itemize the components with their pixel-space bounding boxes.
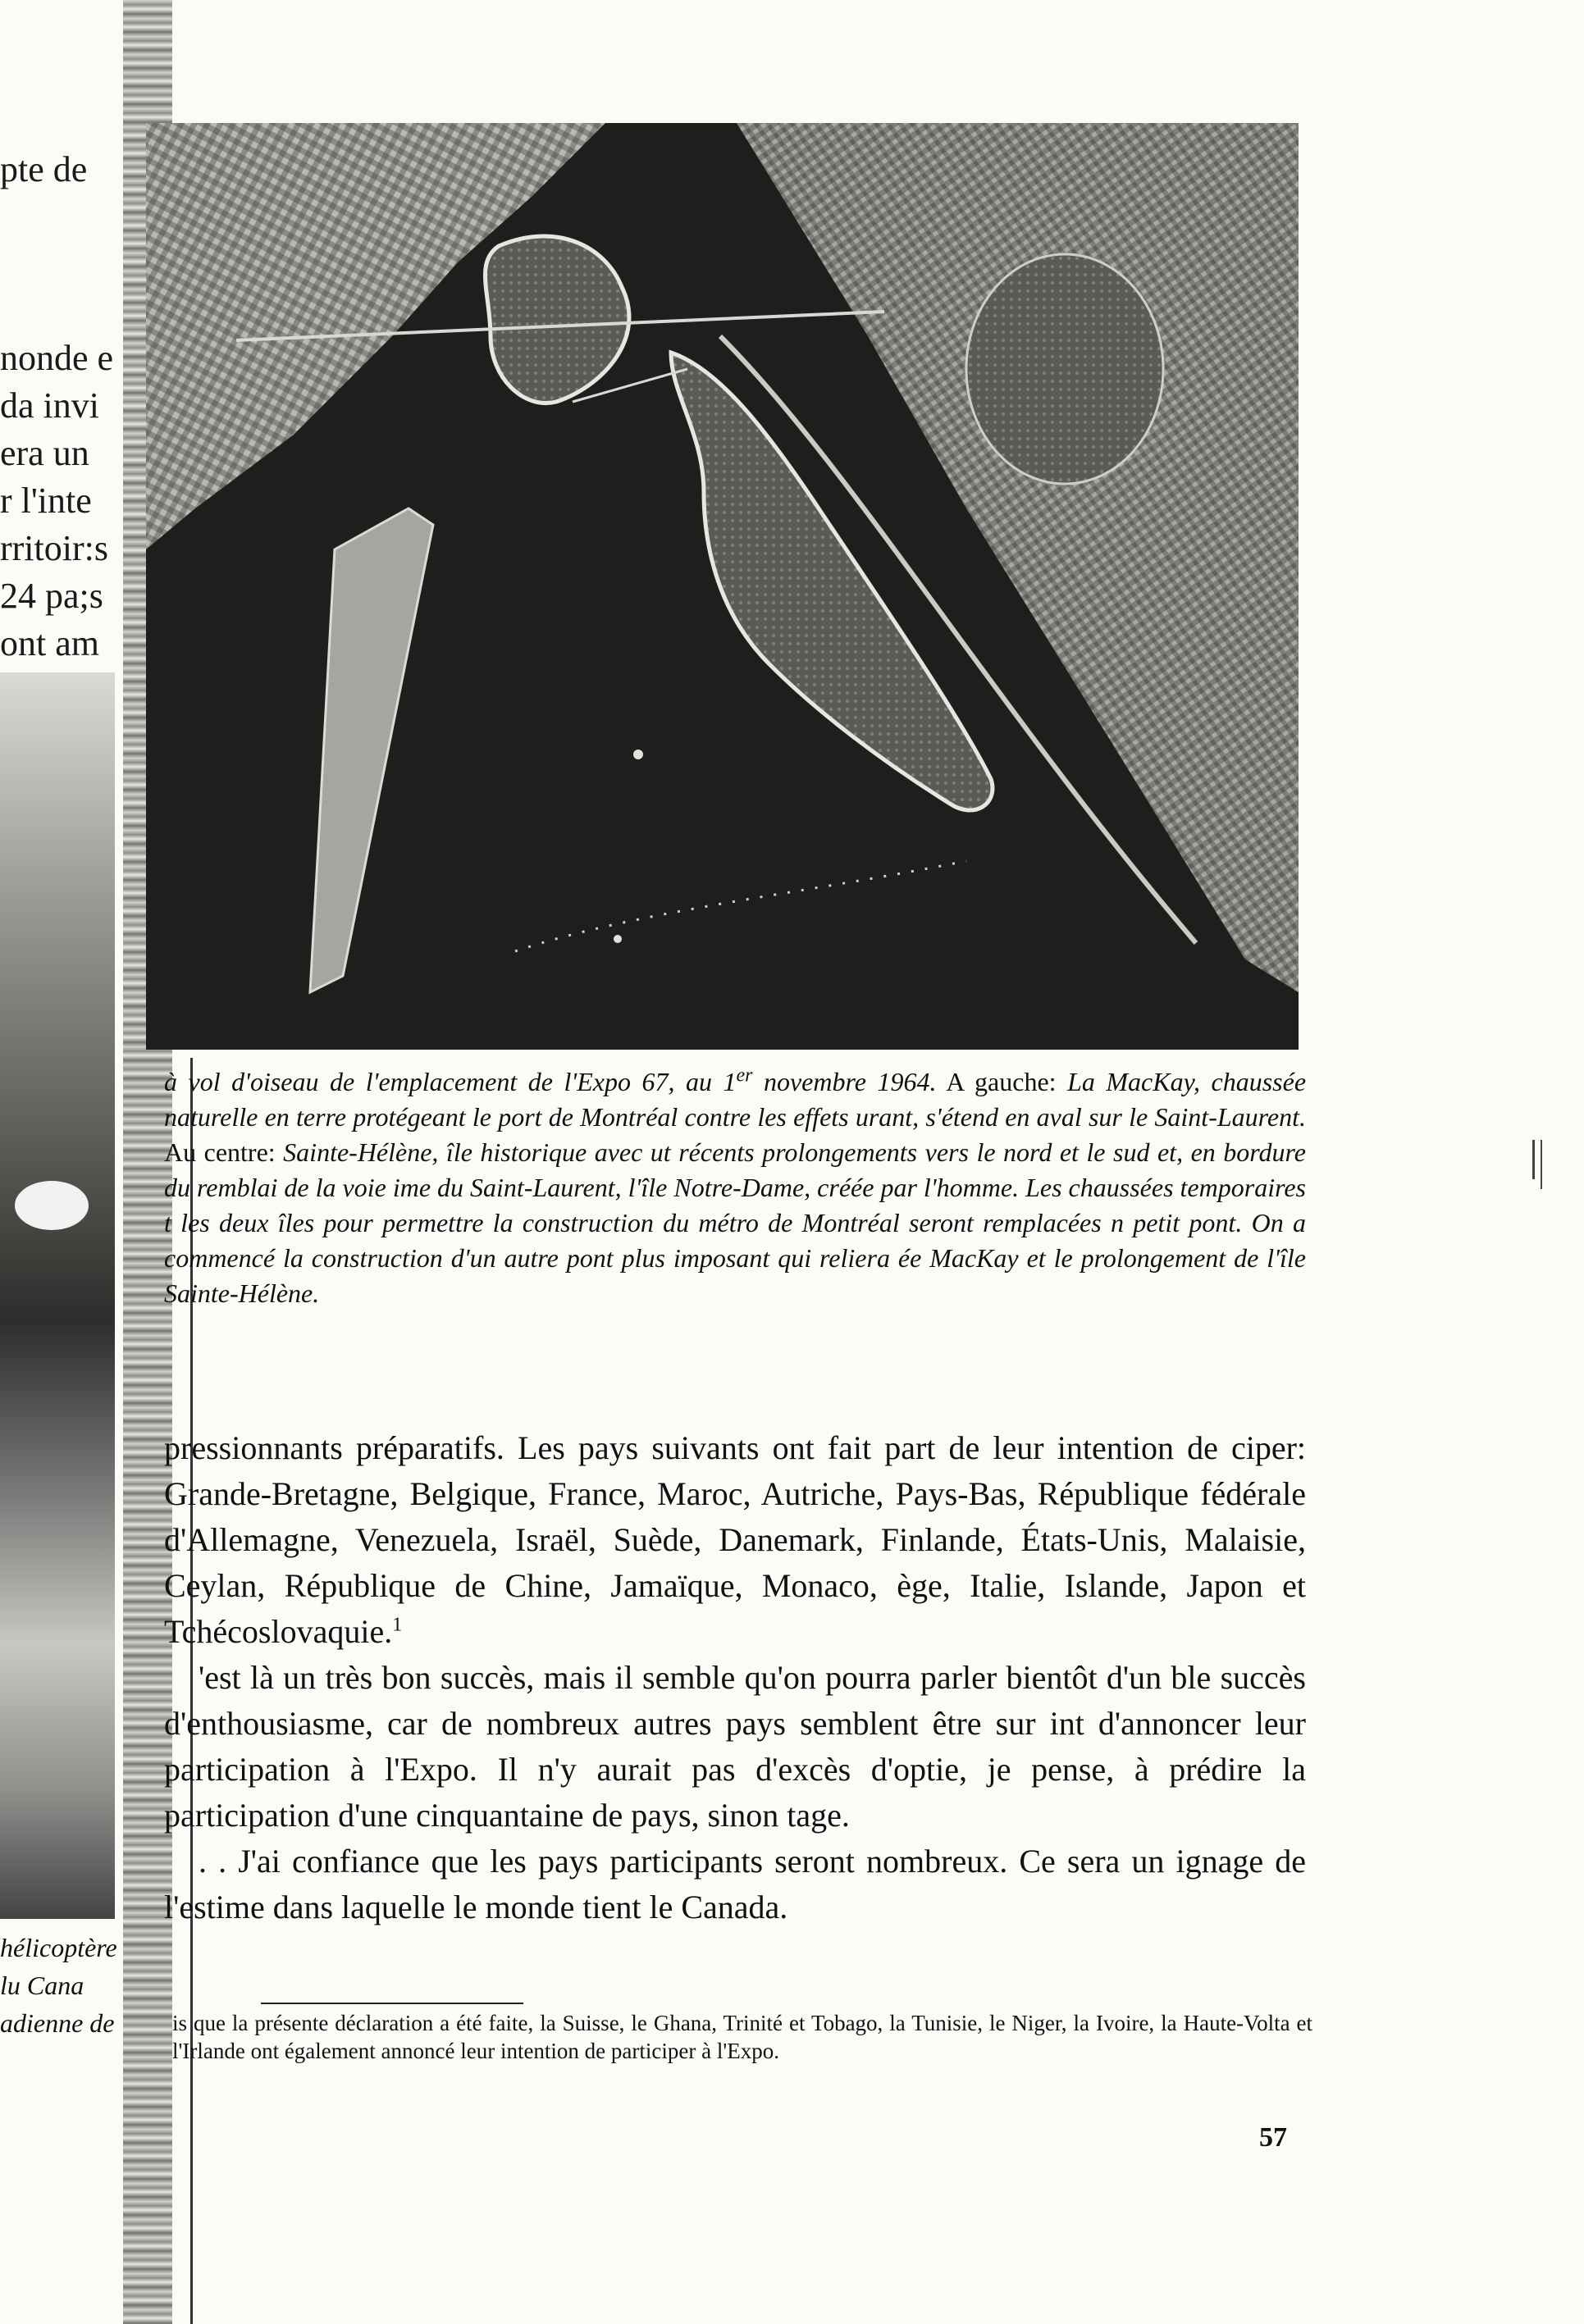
- previous-page-line: era un: [0, 433, 89, 473]
- footnote-reference: 1: [392, 1614, 403, 1636]
- footnote: is que la présente déclaration a été faite, la Suisse, le Ghana, Trinité et Tobago, la Tunisie, le Niger, la Ivoire, la Haute-Volta et l'Irlande ont également annoncé leur intention de participer à l'Expo.: [172, 2011, 1312, 2063]
- previous-page-line: pte de: [0, 149, 88, 189]
- previous-page-caption-line: hélicoptère: [0, 1933, 117, 1962]
- caption-text: à vol d'oiseau de l'emplacement de l'Expo 67, au 1: [164, 1067, 737, 1096]
- previous-page-caption-line: adienne de: [0, 2008, 115, 2038]
- previous-page-line: ont am: [0, 623, 99, 663]
- caption-text: Sainte-Hélène, île historique avec ut récents prolongements vers le nord et le sud et, en bordure du remblai de la voie ime du Saint-Laurent, l'île Notre-Dame, créée par l'homme. Les chaussées temporaires t les deux îles pour permettre la construction du métro de Montréal seront remplacées n petit pont. On a commencé la construction d'un autre pont plus imposant qui reliera ée MacKay et le prolongement de l'île Sainte-Hélène.: [164, 1137, 1307, 1308]
- caption-superscript: er: [736, 1064, 753, 1087]
- previous-page-photo: [0, 672, 115, 1919]
- previous-page-fragment: [0, 0, 139, 2324]
- body-text: [164, 1425, 1306, 1930]
- previous-page-line: rritoir:s: [0, 528, 108, 568]
- previous-page-caption-line: lu Cana: [0, 1971, 84, 2000]
- body-paragraph-text: pressionnants préparatifs. Les pays suivants ont fait part de leur intention de ciper: Grande-Bretagne, Belgique, France, Maroc, Autriche, Pays-Bas, République fédérale d'Allemagne, Venezuela, Israël, Suède, Danemark, Finlande, États-Unis, Malaisie, Ceylan, République de Chine, Jamaïque, Monaco, ège, Italie, Islande, Japon et Tchécoslovaquie.: [164, 1429, 1306, 1650]
- footnote-rule: [261, 2003, 523, 2004]
- aerial-photo-expo67-site: [146, 123, 1299, 1050]
- previous-page-line: da invi: [0, 385, 99, 426]
- caption-text: La MacKay, chaussée naturelle en terre protégeant le port de Montréal contre les effets urant, s'étend en aval sur le Saint-Laurent.: [164, 1067, 1307, 1132]
- scan-mark: [1532, 1140, 1535, 1179]
- body-paragraph: [164, 1425, 1306, 1655]
- body-paragraph: . . J'ai confiance que les pays participants seront nombreux. Ce sera un ignage de l'estime dans laquelle le monde tient le Canada.: [164, 1843, 1306, 1925]
- caption-text-upright: A gauche:: [936, 1067, 1068, 1096]
- previous-page-line: nonde e: [0, 338, 114, 378]
- caption-text: novembre 1964.: [752, 1067, 937, 1096]
- photo-caption: [164, 1064, 1306, 1311]
- caption-text-upright: Au centre:: [164, 1137, 284, 1167]
- scan-mark: [1541, 1140, 1542, 1189]
- page-number: 57: [1259, 2122, 1287, 2153]
- previous-page-line: r l'inte: [0, 481, 92, 521]
- body-paragraph: 'est là un très bon succès, mais il semble qu'on pourra parler bientôt d'un ble succès d'enthousiasme, car de nombreux autres pays semblent être sur int d'annoncer leur participation à l'Expo. Il n'y aurait pas d'excès d'optie, je pense, à prédire la participation d'une cinquantaine de pays, sinon tage.: [164, 1659, 1306, 1834]
- previous-page-line: 24 pa;s: [0, 576, 103, 616]
